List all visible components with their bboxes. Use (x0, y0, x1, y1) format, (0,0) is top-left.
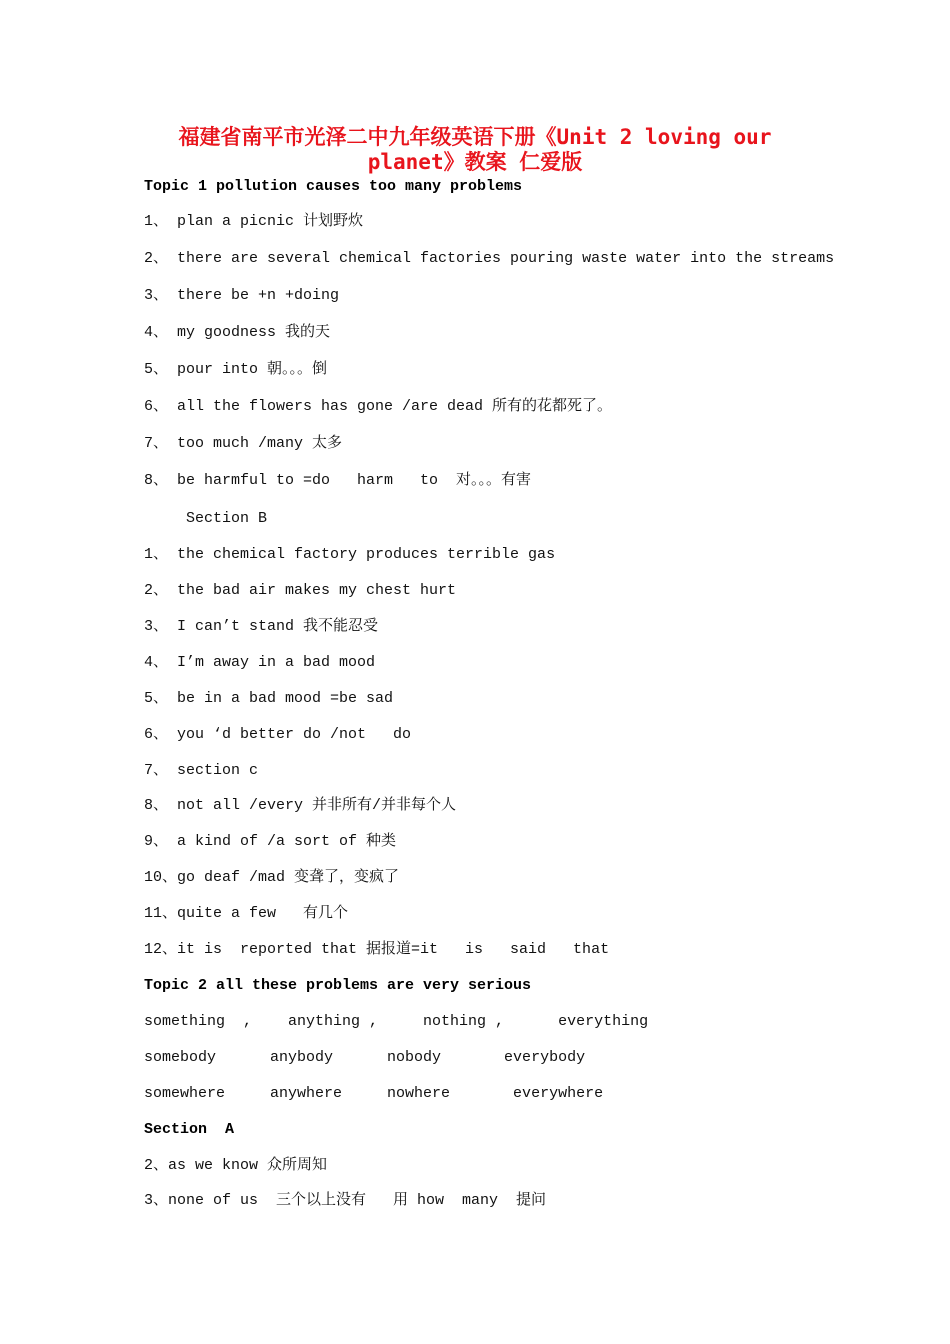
topic-1-item: 6、 all the flowers has gone /are dead 所有的花都死了。 (144, 398, 613, 415)
topic-2-heading: Topic 2 all these problems are very serious (144, 977, 532, 994)
section-b-item: 6、 you ‘d better do /not do (144, 726, 412, 743)
pronoun-row: something , anything , nothing , everything (144, 1013, 649, 1030)
section-b-item: 11、quite a few 有几个 (144, 905, 349, 922)
section-b-heading: Section B (186, 510, 268, 527)
topic-1-item: 3、 there be +n +doing (144, 287, 340, 304)
section-b-item: 1、 the chemical factory produces terrible gas (144, 546, 556, 563)
section-b-item: 5、 be in a bad mood =be sad (144, 690, 394, 707)
section-b-item: 9、 a kind of /a sort of 种类 (144, 833, 397, 850)
topic-1-heading: Topic 1 pollution causes too many problems (144, 178, 523, 195)
pronoun-row: somebody anybody nobody everybody (144, 1049, 586, 1066)
section-b-item: 3、 I can’t stand 我不能忍受 (144, 618, 379, 635)
section-a-item: 3、none of us 三个以上没有 用 how many 提问 (144, 1192, 547, 1209)
section-b-item: 10、go deaf /mad 变聋了，变疯了 (144, 869, 400, 886)
topic-1-item: 1、 plan a picnic 计划野炊 (144, 213, 364, 230)
topic-1-item: 2、 there are several chemical factories pouring waste water into the streams (144, 250, 835, 267)
section-b-item: 7、 section c (144, 762, 259, 779)
pronoun-row: somewhere anywhere nowhere everywhere (144, 1085, 604, 1102)
topic-1-item: 8、 be harmful to =do harm to 对。。。有害 (144, 472, 532, 489)
section-b-item: 2、 the bad air makes my chest hurt (144, 582, 457, 599)
topic-1-item: 7、 too much /many 太多 (144, 435, 343, 452)
section-a-heading: Section A (144, 1121, 235, 1138)
section-b-item: 12、it is reported that 据报道=it is said that (144, 941, 610, 958)
document-title-line-1: 福建省南平市光泽二中九年级英语下册《Unit 2 loving our (178, 125, 772, 149)
section-a-item: 2、as we know 众所周知 (144, 1157, 328, 1174)
section-b-item: 8、 not all /every 并非所有/并非每个人 (144, 797, 457, 814)
topic-1-item: 5、 pour into 朝。。。倒 (144, 361, 328, 378)
topic-1-item: 4、 my goodness 我的天 (144, 324, 331, 341)
section-b-item: 4、 I’m away in a bad mood (144, 654, 376, 671)
document-title-line-2: planet》教案 仁爱版 (367, 150, 583, 174)
